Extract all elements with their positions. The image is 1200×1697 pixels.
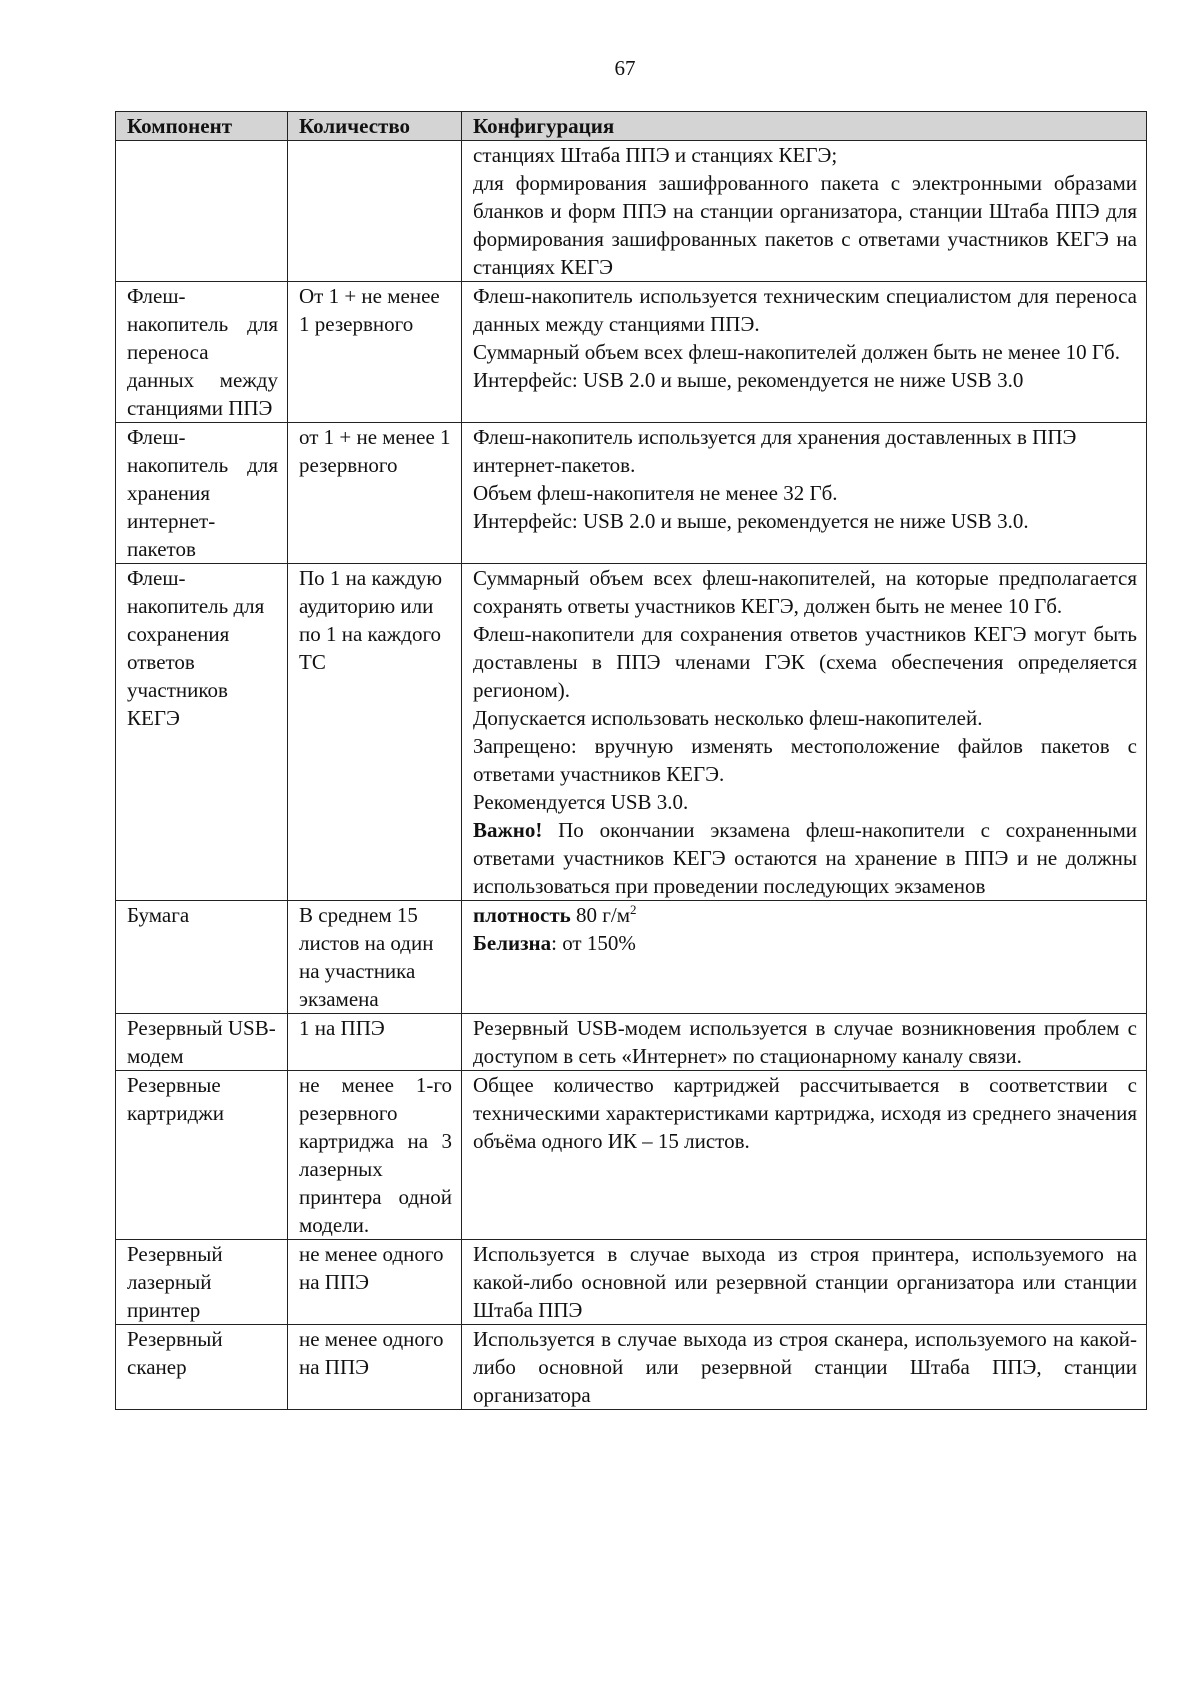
config-line: Флеш-накопитель используется техническим специалистом для переноса данных между станциями ППЭ. (473, 284, 1137, 336)
table-row (116, 141, 1147, 282)
table-row (116, 1014, 1147, 1071)
table-row (116, 901, 1147, 1014)
components-table (115, 111, 1147, 1410)
component-cell: Бумага (116, 901, 288, 1014)
config-line: Допускается использовать несколько флеш-накопителей. (473, 706, 983, 730)
table-row (116, 1325, 1147, 1410)
component-cell: Резервный лазерный принтер (116, 1240, 288, 1325)
config-line: Суммарный объем всех флеш-накопителей должен быть не менее 10 Гб. (473, 340, 1120, 364)
config-line: для формирования зашифрованного пакета с электронными образами бланков и форм ППЭ на станции организатора, станции Штаба ППЭ для формирования зашифрованных пакетов с ответами участников КЕГЭ на станциях КЕГЭ (473, 171, 1137, 279)
config-line: Запрещено: вручную изменять местоположение файлов пакетов с ответами участников КЕГЭ. (473, 734, 1137, 786)
table-row (116, 1071, 1147, 1240)
quantity-cell: От 1 + не менее 1 резервного (288, 282, 462, 423)
configuration-cell: Используется в случае выхода из строя принтера, используемого на какой-либо основной или резервной станции организатора или станции Штаба ППЭ (462, 1240, 1147, 1325)
page-number: 67 (614, 56, 636, 80)
quantity-cell: не менее 1-го резервного картриджа на 3 лазерных принтера одной модели. (288, 1071, 462, 1240)
config-line: Рекомендуется USB 3.0. (473, 790, 689, 814)
configuration-cell (462, 282, 1147, 423)
component-cell: Резервный USB-модем (116, 1014, 288, 1071)
density-value: 80 г/м (570, 903, 631, 927)
configuration-cell: Используется в случае выхода из строя сканера, используемого на какой-либо основной или резервной станции Штаба ППЭ, станции организатора (462, 1325, 1147, 1410)
table-row (116, 423, 1147, 564)
component-cell: Флеш-накопитель для хранения интернет-пакетов (116, 423, 288, 564)
config-line: Интерфейс: USB 2.0 и выше, рекомендуется не ниже USB 3.0. (473, 509, 1029, 533)
header-configuration: Конфигурация (462, 112, 1147, 141)
table-row (116, 564, 1147, 901)
component-cell: Резервные картриджи (116, 1071, 288, 1240)
paper-density (473, 901, 1137, 929)
config-line: станциях Штаба ППЭ и станциях КЕГЭ; (473, 143, 838, 167)
header-quantity: Количество (288, 112, 462, 141)
quantity-cell: По 1 на каждую аудиторию или по 1 на каждого ТС (288, 564, 462, 901)
config-line: Объем флеш-накопителя не менее 32 Гб. (473, 481, 838, 505)
configuration-cell: Резервный USB-модем используется в случае возникновения проблем с доступом в сеть «Интернет» по стационарному каналу связи. (462, 1014, 1147, 1071)
configuration-cell: Общее количество картриджей рассчитывается в соответствии с техническими характеристиками картриджа, исходя из среднего значения объёма одного ИК – 15 листов. (462, 1071, 1147, 1240)
density-label: плотность (473, 903, 571, 927)
density-superscript: 2 (630, 902, 637, 917)
config-line: Флеш-накопители для сохранения ответов участников КЕГЭ могут быть доставлены в ППЭ членами ГЭК (схема обеспечения определяется регионом). (473, 622, 1137, 702)
important-text: По окончании экзамена флеш-накопители с сохраненными ответами участников КЕГЭ остаются на хранение в ППЭ и не должны использоваться при проведении последующих экзаменов (473, 818, 1137, 898)
quantity-cell: В среднем 15 листов на один на участника экзамена (288, 901, 462, 1014)
configuration-cell (462, 423, 1147, 564)
paper-whiteness (473, 929, 1137, 957)
whiteness-value: : от 150% (551, 931, 636, 955)
whiteness-label: Белизна (473, 931, 552, 955)
header-component: Компонент (116, 112, 288, 141)
quantity-cell (288, 141, 462, 282)
component-cell (116, 141, 288, 282)
configuration-cell (462, 564, 1147, 901)
important-note (473, 816, 1137, 900)
quantity-cell: не менее одного на ППЭ (288, 1240, 462, 1325)
component-cell: Резервный сканер (116, 1325, 288, 1410)
important-label: Важно! (473, 818, 543, 842)
quantity-cell: не менее одного на ППЭ (288, 1325, 462, 1410)
component-cell: Флеш-накопитель для сохранения ответов участников КЕГЭ (116, 564, 288, 901)
configuration-cell (462, 141, 1147, 282)
config-line: Интерфейс: USB 2.0 и выше, рекомендуется не ниже USB 3.0 (473, 368, 1024, 392)
table-row (116, 282, 1147, 423)
component-cell: Флеш-накопитель для переноса данных между станциями ППЭ (116, 282, 288, 423)
config-line: Суммарный объем всех флеш-накопителей, на которые предполагается сохранять ответы участников КЕГЭ, должен быть не менее 10 Гб. (473, 566, 1137, 618)
quantity-cell: от 1 + не менее 1 резервного (288, 423, 462, 564)
configuration-cell (462, 901, 1147, 1014)
table-row (116, 1240, 1147, 1325)
table-header-row (116, 112, 1147, 141)
quantity-cell: 1 на ППЭ (288, 1014, 462, 1071)
config-line: Флеш-накопитель используется для хранения доставленных в ППЭ интернет-пакетов. (473, 425, 1077, 477)
